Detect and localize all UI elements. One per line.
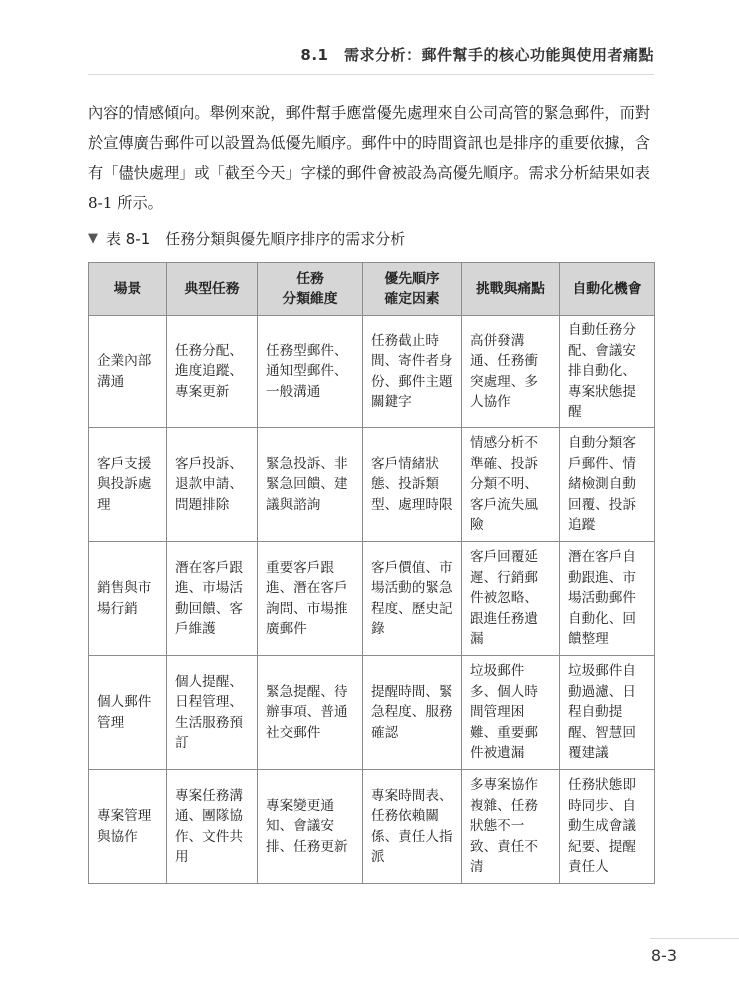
header-cell: 場景 [89, 263, 167, 316]
table-cell: 多專案協作複雜、任務狀態不一致、責任不清 [462, 770, 560, 884]
table-cell: 客戶價值、市場活動的緊急程度、歷史記錄 [363, 542, 462, 656]
header-divider [88, 74, 654, 75]
table-cell: 專案管理與協作 [89, 770, 167, 884]
table-cell: 專案時間表、任務依賴關係、責任人指派 [363, 770, 462, 884]
table-caption [88, 228, 405, 249]
table-row [89, 316, 655, 428]
table-cell: 專案變更通知、會議安排、任務更新 [258, 770, 363, 884]
header-cell: 自動化機會 [560, 263, 655, 316]
page-number: 8-3 [650, 946, 677, 965]
table-cell: 高併發溝通、任務衝突處理、多人協作 [462, 316, 560, 428]
table-header-row [89, 263, 655, 316]
body-paragraph: 內容的情感傾向。舉例來說，郵件幫手應當優先處理來自公司高管的緊急郵件，而對於宣傳廣告郵件可以設置為低優先順序。郵件中的時間資訊也是排序的重要依據，含有「儘快處理」或「截至今天」字樣的郵件會被設為高優先順序。需求分析結果如表 8-1 所示。 [88, 104, 650, 212]
triangle-down-icon: ▼ [88, 231, 98, 246]
table-cell: 企業內部溝通 [89, 316, 167, 428]
table-row [89, 542, 655, 656]
table-caption-label: 表 8-1 任務分類與優先順序排序的需求分析 [106, 230, 406, 248]
table-cell: 客戶回覆延遲、行銷郵件被忽略、跟進任務遺漏 [462, 542, 560, 656]
table-cell: 垃圾郵件多、個人時間管理困難、重要郵件被遺漏 [462, 656, 560, 770]
table-row [89, 428, 655, 542]
table-cell: 客戶投訴、退款申請、問題排除 [167, 428, 258, 542]
table-cell: 潛在客戶自動跟進、市場活動郵件自動化、回饋整理 [560, 542, 655, 656]
table-cell: 個人提醒、日程管理、生活服務預訂 [167, 656, 258, 770]
table-row [89, 770, 655, 884]
table-cell: 專案任務溝通、團隊協作、文件共用 [167, 770, 258, 884]
footer-divider [650, 938, 739, 939]
table-cell: 提醒時間、緊急程度、服務確認 [363, 656, 462, 770]
table-cell: 潛在客戶跟進、市場活動回饋、客戶維護 [167, 542, 258, 656]
table-cell: 自動分類客戶郵件、情緒檢測自動回覆、投訴追蹤 [560, 428, 655, 542]
table-cell: 任務型郵件、通知型郵件、一般溝通 [258, 316, 363, 428]
header-cell: 挑戰與痛點 [462, 263, 560, 316]
table-cell: 任務分配、進度追蹤、專案更新 [167, 316, 258, 428]
table-cell: 情感分析不準確、投訴分類不明、客戶流失風險 [462, 428, 560, 542]
table-cell: 重要客戶跟進、潛在客戶詢問、市場推廣郵件 [258, 542, 363, 656]
table-cell: 銷售與市場行銷 [89, 542, 167, 656]
table-cell: 緊急提醒、待辦事項、普通社交郵件 [258, 656, 363, 770]
table-cell: 任務截止時間、寄件者身份、郵件主題關鍵字 [363, 316, 462, 428]
requirements-table [88, 262, 655, 884]
table-cell: 客戶支援與投訴處理 [89, 428, 167, 542]
header-cell: 典型任務 [167, 263, 258, 316]
header-cell: 任務 分類維度 [258, 263, 363, 316]
table-cell: 垃圾郵件自動過濾、日程自動提醒、智慧回覆建議 [560, 656, 655, 770]
table-cell: 緊急投訴、非緊急回饋、建議與諮詢 [258, 428, 363, 542]
table-row [89, 656, 655, 770]
table-cell: 個人郵件管理 [89, 656, 167, 770]
table-cell: 任務狀態即時同步、自動生成會議紀要、提醒責任人 [560, 770, 655, 884]
running-header: 8.1 需求分析：郵件幫手的核心功能與使用者痛點 [300, 46, 654, 64]
header-cell: 優先順序 確定因素 [363, 263, 462, 316]
table-cell: 客戶情緒狀態、投訴類型、處理時限 [363, 428, 462, 542]
table-cell: 自動任務分配、會議安排自動化、專案狀態提醒 [560, 316, 655, 428]
